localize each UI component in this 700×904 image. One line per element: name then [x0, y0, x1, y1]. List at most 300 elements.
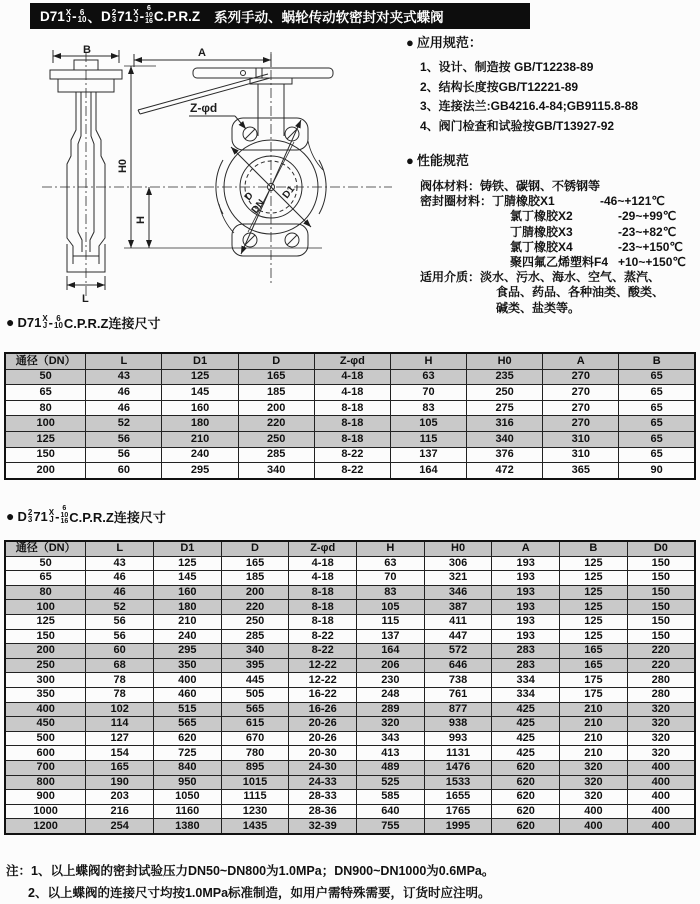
seal-material-name: 聚四氟乙烯塑料F4	[510, 255, 609, 270]
table-row	[5, 400, 695, 416]
table-cell: 175	[560, 673, 628, 688]
table-cell: 250	[467, 385, 543, 401]
table-row	[5, 585, 695, 600]
model-code-1-type-stack: X J	[65, 7, 72, 24]
table-cell: 56	[86, 447, 162, 463]
seal-material-name: 氯丁橡胶X2	[510, 209, 573, 224]
dimension-table	[4, 352, 696, 480]
table-cell: 8-18	[289, 614, 357, 629]
table-cell: 270	[543, 369, 619, 385]
table-row	[5, 463, 695, 479]
table-cell: 670	[221, 731, 289, 746]
table-cell: 210	[560, 702, 628, 717]
valve-drawing-svg	[38, 44, 398, 308]
table-cell: 185	[221, 571, 289, 586]
table-row	[5, 790, 695, 805]
table-cell: 127	[86, 731, 154, 746]
column-header: B	[560, 541, 628, 556]
table-cell: 240	[162, 447, 238, 463]
table-cell: 50	[5, 556, 86, 571]
table-cell: 78	[86, 673, 154, 688]
note-line-1: 注：1、以上蝶阀的密封试验压力DN50~DN800为1.0MPa；DN900~DN1000为0.6MPa。	[6, 864, 495, 878]
bullet-icon: ●	[6, 314, 15, 330]
table-cell: 1050	[154, 790, 222, 805]
table-cell: 320	[357, 717, 425, 732]
table-cell: 150	[627, 600, 695, 615]
column-header: D1	[162, 353, 238, 369]
table-cell: 24-30	[289, 760, 357, 775]
table-cell: 65	[619, 416, 695, 432]
table-cell: 254	[86, 819, 154, 834]
application-spec-item: 1、设计、制造按 GB/T12238-89	[420, 60, 594, 74]
table-cell: 50	[5, 369, 86, 385]
table-cell: 154	[86, 746, 154, 761]
table-cell: 46	[86, 400, 162, 416]
table-cell: 340	[238, 463, 314, 479]
column-header: Z-φd	[314, 353, 390, 369]
table-cell: 340	[221, 644, 289, 659]
table-cell: 877	[424, 702, 492, 717]
table-cell: 283	[492, 658, 560, 673]
table-cell: 12-22	[289, 673, 357, 688]
table-cell: 387	[424, 600, 492, 615]
table-cell: 300	[5, 673, 86, 688]
table-cell: 52	[86, 600, 154, 615]
seal-material-temp-range: -23~+82℃	[618, 224, 677, 239]
table-row	[5, 775, 695, 790]
table-cell: 295	[154, 644, 222, 659]
table-cell: 125	[560, 585, 628, 600]
table-cell: 250	[5, 658, 86, 673]
column-header: D	[221, 541, 289, 556]
table-row	[5, 731, 695, 746]
table-cell: 310	[543, 431, 619, 447]
column-header: L	[86, 541, 154, 556]
applicable-media-label: 适用介质：	[420, 270, 481, 285]
table-cell: 165	[560, 658, 628, 673]
table-cell: 600	[5, 746, 86, 761]
table-cell: 700	[5, 760, 86, 775]
table-cell: 376	[467, 447, 543, 463]
table-cell: 248	[357, 687, 425, 702]
table-cell: 320	[627, 717, 695, 732]
table-cell: 320	[560, 760, 628, 775]
table-cell: 220	[627, 644, 695, 659]
table-cell: 210	[560, 746, 628, 761]
table-cell: 56	[86, 629, 154, 644]
table-cell: 340	[467, 431, 543, 447]
table-cell: 270	[543, 400, 619, 416]
table-row	[5, 687, 695, 702]
table-cell: 350	[5, 687, 86, 702]
table-cell: 400	[560, 819, 628, 834]
table-row	[5, 804, 695, 819]
table-cell: 585	[357, 790, 425, 805]
applicable-media-line	[406, 285, 698, 300]
table-row	[5, 702, 695, 717]
table-cell: 206	[357, 658, 425, 673]
table-cell: 90	[619, 463, 695, 479]
table-header-row	[5, 541, 695, 556]
table-cell: 193	[492, 571, 560, 586]
table-cell: 115	[390, 431, 466, 447]
table-row	[5, 746, 695, 761]
table-cell: 755	[357, 819, 425, 834]
table-cell: 250	[221, 614, 289, 629]
table-cell: 285	[238, 447, 314, 463]
table-cell: 505	[221, 687, 289, 702]
seal-material-label: 密封圈材料：	[420, 194, 493, 209]
note-line-2: 2、以上蝶阀的连接尺寸均按1.0MPa标准制造，如用户需特殊需要，订货时应注明。	[28, 886, 491, 900]
table-cell: 500	[5, 731, 86, 746]
body-material-value: 铸铁、碳钢、不锈钢等	[480, 179, 601, 193]
table-cell: 150	[5, 447, 86, 463]
table-cell: 4-18	[289, 571, 357, 586]
model-code-2-drive-stack: 2 3	[111, 7, 117, 24]
table-cell: 270	[543, 416, 619, 432]
table-cell: 425	[492, 746, 560, 761]
table-row	[5, 431, 695, 447]
body-material-row	[406, 179, 698, 194]
table-cell: 210	[154, 614, 222, 629]
table-cell: 295	[162, 463, 238, 479]
table-cell: 993	[424, 731, 492, 746]
table-cell: 400	[154, 673, 222, 688]
seal-material-name: 丁腈橡胶X1	[492, 194, 555, 209]
table-cell: 489	[357, 760, 425, 775]
table-cell: 275	[467, 400, 543, 416]
table-cell: 320	[627, 702, 695, 717]
separator: 、	[87, 10, 102, 25]
table-cell: 65	[5, 385, 86, 401]
table-cell: 83	[357, 585, 425, 600]
table-cell: 620	[154, 731, 222, 746]
table-cell: 525	[357, 775, 425, 790]
table-cell: 365	[543, 463, 619, 479]
application-spec-item: 2、结构长度按GB/T12221-89	[420, 79, 579, 94]
table-cell: 203	[86, 790, 154, 805]
table-cell: 193	[492, 600, 560, 615]
column-header: D0	[627, 541, 695, 556]
table-cell: 165	[86, 760, 154, 775]
table-cell: 105	[357, 600, 425, 615]
table-cell: 235	[467, 369, 543, 385]
table-row	[5, 416, 695, 432]
table-cell: 240	[154, 629, 222, 644]
table-cell: 460	[154, 687, 222, 702]
table-row	[5, 658, 695, 673]
valve-technical-drawing	[38, 44, 398, 308]
bullet-icon: ●	[6, 508, 15, 524]
table-cell: 100	[5, 600, 86, 615]
table-cell: 646	[424, 658, 492, 673]
seal-material-row	[406, 240, 698, 255]
table-cell: 840	[154, 760, 222, 775]
table-cell: 220	[238, 416, 314, 432]
table-row	[5, 447, 695, 463]
table-cell: 180	[154, 600, 222, 615]
column-header: A	[543, 353, 619, 369]
table-cell: 1015	[221, 775, 289, 790]
table-cell: 193	[492, 556, 560, 571]
table-cell: 80	[5, 585, 86, 600]
table-cell: 310	[543, 447, 619, 463]
table-cell: 400	[560, 804, 628, 819]
table-cell: 620	[492, 775, 560, 790]
label-a: A	[198, 47, 206, 59]
table-cell: 615	[221, 717, 289, 732]
table-cell: 425	[492, 702, 560, 717]
table-cell: 1655	[424, 790, 492, 805]
handle-bar	[193, 68, 333, 78]
seal-material-name: 氯丁橡胶X4	[510, 239, 573, 254]
table-cell: 1435	[221, 819, 289, 834]
seal-material-list	[406, 194, 698, 270]
column-header: A	[492, 541, 560, 556]
column-header: D1	[154, 541, 222, 556]
seal-material-name: 丁腈橡胶X3	[510, 224, 573, 239]
table-cell: 63	[357, 556, 425, 571]
table-cell: 12-22	[289, 658, 357, 673]
table-cell: 193	[492, 585, 560, 600]
note-label: 注：	[6, 864, 32, 878]
section1-label: ● D71 X J - 6 10 C.P.R.Z连接尺寸	[6, 313, 161, 331]
table-cell: 445	[221, 673, 289, 688]
table-cell: 175	[560, 687, 628, 702]
table-cell: 165	[560, 644, 628, 659]
table-cell: 24-33	[289, 775, 357, 790]
table-cell: 32-39	[289, 819, 357, 834]
table-cell: 8-22	[314, 447, 390, 463]
table-cell: 60	[86, 644, 154, 659]
table-cell: 150	[627, 629, 695, 644]
table-cell: 8-22	[289, 629, 357, 644]
table-cell: 780	[221, 746, 289, 761]
table-cell: 250	[238, 431, 314, 447]
table-cell: 1995	[424, 819, 492, 834]
table-row	[5, 614, 695, 629]
table-cell: 210	[560, 717, 628, 732]
table-cell: 425	[492, 731, 560, 746]
model-code-1-pressure-stack: 6 10	[77, 7, 87, 24]
connection-dimensions-table-1	[4, 352, 696, 480]
table-cell: 270	[543, 385, 619, 401]
table-cell: 280	[627, 687, 695, 702]
table-row	[5, 819, 695, 834]
label-h: H	[135, 216, 147, 224]
table-cell: 165	[238, 369, 314, 385]
table-cell: 1115	[221, 790, 289, 805]
table-cell: 725	[154, 746, 222, 761]
table-cell: 321	[424, 571, 492, 586]
table-row	[5, 600, 695, 615]
table-cell: 411	[424, 614, 492, 629]
table-cell: 160	[162, 400, 238, 416]
application-specs-list	[406, 58, 698, 136]
table-cell: 125	[162, 369, 238, 385]
table-cell: 200	[5, 463, 86, 479]
performance-specs-heading: ● 性能规范	[406, 153, 469, 168]
table-cell: 137	[390, 447, 466, 463]
table-cell: 620	[492, 760, 560, 775]
table-cell: 8-18	[314, 400, 390, 416]
table-cell: 280	[627, 673, 695, 688]
table-cell: 125	[154, 556, 222, 571]
table-cell: 620	[492, 819, 560, 834]
table-cell: 8-18	[289, 585, 357, 600]
connection-dimensions-table-2	[4, 540, 696, 835]
table-cell: 1200	[5, 819, 86, 834]
column-header: 通径（DN）	[5, 353, 86, 369]
seal-material-temp-range: -29~+99℃	[618, 209, 677, 224]
table-cell: 761	[424, 687, 492, 702]
model-code-2-pressure-stack: 6 10 16	[145, 5, 153, 26]
table-cell: 316	[467, 416, 543, 432]
table-cell: 900	[5, 790, 86, 805]
table-header-row	[5, 353, 695, 369]
table-cell: 8-18	[289, 600, 357, 615]
table-cell: 145	[154, 571, 222, 586]
table-cell: 8-22	[314, 463, 390, 479]
table-cell: 565	[154, 717, 222, 732]
table-cell: 65	[619, 431, 695, 447]
table-cell: 515	[154, 702, 222, 717]
label-l: L	[82, 293, 89, 305]
table-cell: 738	[424, 673, 492, 688]
table-row	[5, 369, 695, 385]
table-cell: 125	[560, 556, 628, 571]
table-cell: 65	[619, 400, 695, 416]
table-cell: 400	[627, 804, 695, 819]
table-cell: 472	[467, 463, 543, 479]
dimension-table	[4, 540, 696, 835]
table-cell: 289	[357, 702, 425, 717]
table-cell: 125	[560, 614, 628, 629]
column-header: D	[238, 353, 314, 369]
table-cell: 65	[619, 385, 695, 401]
table-cell: 4-18	[289, 556, 357, 571]
series-description: 系列手动、蜗轮传动软密封对夹式蝶阀	[214, 10, 444, 25]
table-cell: 1533	[424, 775, 492, 790]
bullet-icon: ●	[406, 153, 414, 168]
table-cell: 65	[5, 571, 86, 586]
table-cell: 125	[5, 431, 86, 447]
table-cell: 4-18	[314, 385, 390, 401]
table-cell: 800	[5, 775, 86, 790]
application-spec-item: 4、阀门检查和试验按GB/T13927-92	[420, 118, 615, 133]
table-cell: 180	[162, 416, 238, 432]
table-row	[5, 571, 695, 586]
seal-material-row	[406, 255, 698, 270]
table-cell: 150	[627, 571, 695, 586]
footnotes	[6, 860, 494, 904]
table-cell: 150	[627, 614, 695, 629]
table-cell: 114	[86, 717, 154, 732]
table-cell: 43	[86, 369, 162, 385]
table-cell: 400	[627, 775, 695, 790]
table-cell: 400	[5, 702, 86, 717]
table-cell: 125	[560, 600, 628, 615]
table-cell: 102	[86, 702, 154, 717]
table-cell: 145	[162, 385, 238, 401]
label-b: B	[83, 44, 91, 56]
table-cell: 334	[492, 687, 560, 702]
valve-code: C.P.R.Z	[153, 8, 201, 24]
table-cell: 1230	[221, 804, 289, 819]
model-code-2-mid: 71	[117, 8, 133, 24]
table-row	[5, 717, 695, 732]
table-cell: 450	[5, 717, 86, 732]
table-cell: 83	[390, 400, 466, 416]
column-header: H	[390, 353, 466, 369]
table-cell: 425	[492, 717, 560, 732]
table-cell: 193	[492, 614, 560, 629]
section2-label: ● D 2 3 71 X J - 6 10 16 C.P.R.Z连接尺寸	[6, 505, 166, 526]
page-title	[30, 3, 530, 29]
table-cell: 200	[221, 585, 289, 600]
model-code-1: D71	[40, 8, 65, 24]
table-cell: 125	[560, 571, 628, 586]
table-cell: 46	[86, 585, 154, 600]
table-cell: 1380	[154, 819, 222, 834]
column-header: H0	[467, 353, 543, 369]
table-cell: 28-33	[289, 790, 357, 805]
table-row	[5, 673, 695, 688]
applicable-media-line	[406, 270, 698, 285]
column-header: L	[86, 353, 162, 369]
table-cell: 52	[86, 416, 162, 432]
table-cell: 80	[5, 400, 86, 416]
table-cell: 20-26	[289, 717, 357, 732]
table-cell: 78	[86, 687, 154, 702]
body-material-label: 阀体材料：	[420, 179, 481, 193]
table-cell: 320	[560, 775, 628, 790]
table-cell: 320	[560, 790, 628, 805]
column-header: 通径（DN）	[5, 541, 86, 556]
table-cell: 220	[221, 600, 289, 615]
table-cell: 20-30	[289, 746, 357, 761]
table-cell: 46	[86, 385, 162, 401]
table-cell: 1131	[424, 746, 492, 761]
table-cell: 210	[162, 431, 238, 447]
table-cell: 447	[424, 629, 492, 644]
label-d1: D1	[280, 183, 298, 201]
table-row	[5, 760, 695, 775]
table-cell: 8-18	[314, 416, 390, 432]
table-cell: 20-26	[289, 731, 357, 746]
table-cell: 230	[357, 673, 425, 688]
table-cell: 1765	[424, 804, 492, 819]
table-cell: 137	[357, 629, 425, 644]
table-cell: 68	[86, 658, 154, 673]
dash: -	[72, 8, 77, 24]
table-cell: 350	[154, 658, 222, 673]
table-cell: 43	[86, 556, 154, 571]
table-cell: 165	[221, 556, 289, 571]
table-cell: 125	[560, 629, 628, 644]
table-cell: 620	[492, 790, 560, 805]
table-cell: 938	[424, 717, 492, 732]
table-cell: 185	[238, 385, 314, 401]
table-cell: 60	[86, 463, 162, 479]
bullet-icon: ●	[406, 35, 414, 50]
table-cell: 8-22	[289, 644, 357, 659]
applicable-media-list	[406, 270, 698, 316]
table-cell: 895	[221, 760, 289, 775]
table-cell: 283	[492, 644, 560, 659]
table-cell: 4-18	[314, 369, 390, 385]
table-cell: 950	[154, 775, 222, 790]
